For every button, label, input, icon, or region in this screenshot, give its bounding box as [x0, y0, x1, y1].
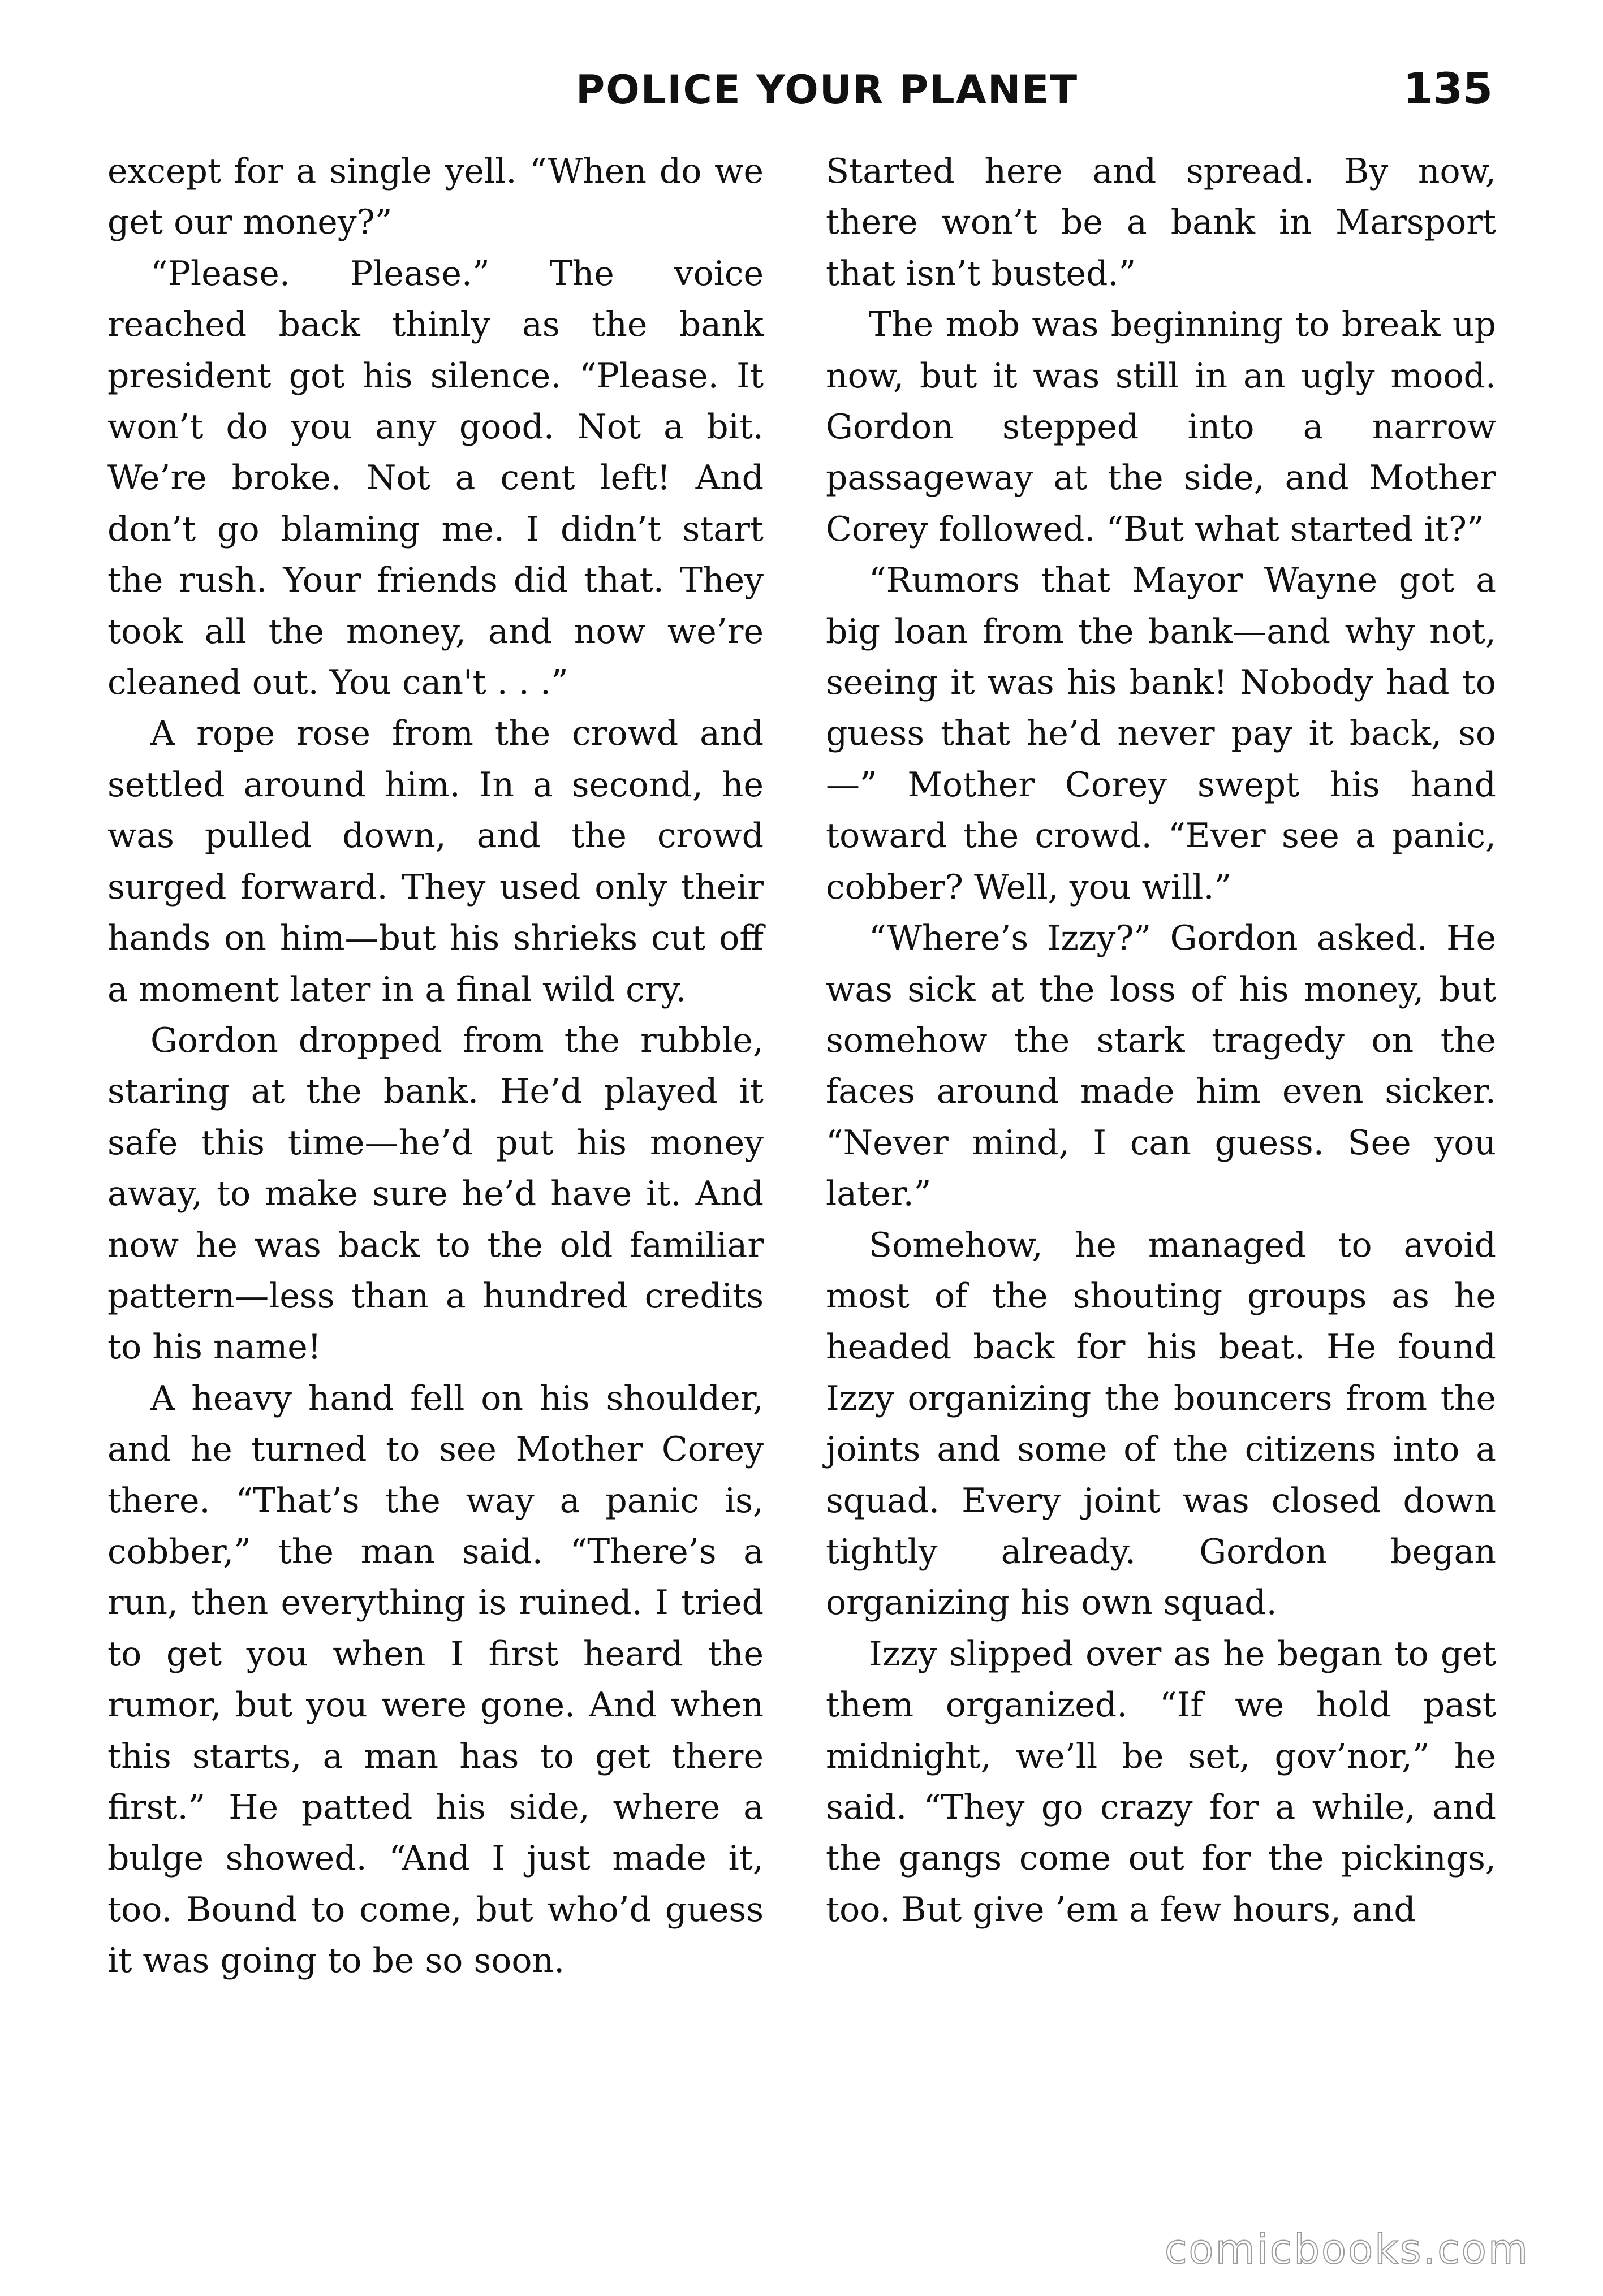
- paragraph: Started here and spread. By now, there won’t be a bank in Marsport that isn’t busted.”: [826, 152, 1496, 294]
- right-column: [826, 146, 1496, 1935]
- paragraph: The mob was beginning to break up now, but it was still in an ugly mood. Gordon stepped into a narrow passageway at the side, and Mother Corey followed. “But what started it?”: [826, 305, 1496, 549]
- running-head: POLICE YOUR PLANET: [576, 67, 1079, 113]
- paragraph: A rope rose from the crowd and settled around him. In a second, he was pulled down, and the crowd surged forward. They used only their hands on him—but his shrieks cut off a moment later in a final wild cry.: [107, 714, 764, 1009]
- paragraph: except for a single yell. “When do we get our money?”: [107, 152, 764, 243]
- page-number: 135: [1403, 63, 1493, 114]
- paragraph: Gordon dropped from the rubble, staring at the bank. He’d played it safe this time—he’d put his money away, to make sure he’d have it. And now he was back to the old familiar pattern—less than a hundred credits to his name!: [107, 1020, 764, 1367]
- left-column: [107, 146, 764, 1987]
- paragraph: “Where’s Izzy?” Gordon asked. He was sick at the loss of his money, but somehow the stark tragedy on the faces around made him even sicker. “Never mind, I can guess. See you later.”: [826, 918, 1496, 1214]
- paragraph: “Please. Please.” The voice reached back thinly as the bank president got his silence. “Please. It won’t do you any good. Not a bit. We’re broke. Not a cent left! And don’t go blaming me. I didn’t start the rush. Your friends did that. They took all the money, and now we’re cleaned out. You can't . . .”: [107, 253, 764, 703]
- source-watermark: comicbooks.com: [1164, 2225, 1529, 2273]
- paragraph: Izzy slipped over as he began to get them organized. “If we hold past midnight, we’ll be set, gov’nor,” he said. “They go crazy for a while, and the gangs come out for the pickings, too. But give ’em a few hours, and: [826, 1634, 1496, 1930]
- page-header: [0, 0, 1603, 130]
- paragraph: Somehow, he managed to avoid most of the shouting groups as he headed back for his beat. He found Izzy organizing the bouncers from the joints and some of the citizens into a squad. Every joint was closed down tightly already. Gordon began organizing his own squad.: [826, 1225, 1496, 1623]
- paragraph: “Rumors that Mayor Wayne got a big loan from the bank—and why not, seeing it was his bank! Nobody had to guess that he’d never pay it back, so—” Mother Corey swept his hand toward the crowd. “Ever see a panic, cobber? Well, you will.”: [826, 560, 1496, 907]
- paragraph: A heavy hand fell on his shoulder, and he turned to see Mother Corey there. “That’s the way a panic is, cobber,” the man said. “There’s a run, then everything is ruined. I tried to get you when I first heard the rumor, but you were gone. And when this starts, a man has to get there first.” He patted his side, where a bulge showed. “And I just made it, too. Bound to come, but who’d guess it was going to be so soon.: [107, 1378, 764, 1981]
